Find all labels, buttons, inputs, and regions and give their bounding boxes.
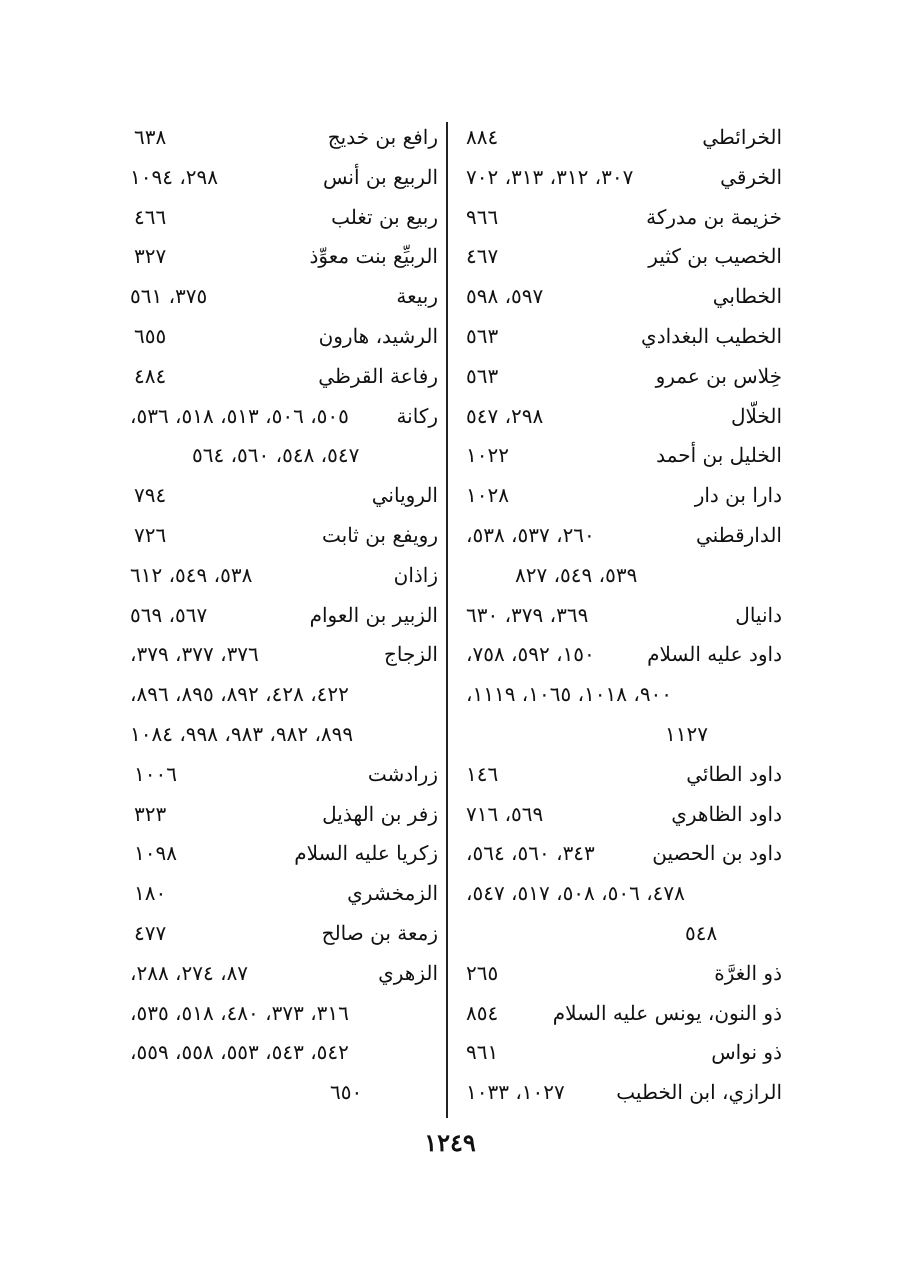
entry-page-numbers: ٨٨٤ — [466, 125, 499, 149]
index-column-right — [460, 118, 782, 1113]
index-entry — [460, 954, 782, 994]
entry-name: ركانة — [396, 403, 438, 428]
entry-page-numbers: ١٠٠٦ — [134, 761, 177, 786]
entry-page-numbers: ٦٥٥ — [134, 323, 167, 348]
entry-name: داود بن الحصين — [652, 841, 782, 866]
entry-page-numbers: ٢٩٨، ١٠٩٤ — [130, 164, 219, 189]
index-entry — [120, 277, 438, 317]
index-entry — [120, 755, 438, 795]
index-entry — [460, 516, 782, 556]
index-entry — [460, 476, 782, 516]
index-entry — [460, 198, 782, 238]
entry-page-numbers: ٢٦٥ — [466, 960, 499, 985]
index-entry — [120, 715, 438, 755]
entry-name: خِلاس بن عمرو — [655, 363, 782, 388]
entry-name: الرشيد، هارون — [318, 323, 438, 348]
index-entry — [460, 596, 782, 636]
entry-page-numbers: ٨٧، ٢٧٤، ٢٨٨، — [130, 960, 249, 985]
index-entry — [120, 397, 438, 437]
index-entry — [460, 635, 782, 675]
index-entry — [460, 715, 782, 755]
index-entry — [120, 158, 438, 198]
entry-page-numbers: ٥٦٩، ٧١٦ — [466, 801, 544, 826]
entry-name: الربيِّع بنت معوِّذ — [309, 244, 438, 269]
entry-page-numbers: ١٨٠ — [134, 881, 167, 906]
index-entry — [120, 237, 438, 277]
entry-name: رويفع بن ثابت — [321, 522, 438, 547]
index-entry — [120, 1073, 438, 1113]
index-entry — [120, 198, 438, 238]
entry-name: الروياني — [371, 483, 438, 508]
index-entry — [460, 436, 782, 476]
index-entry — [460, 237, 782, 277]
index-entry — [120, 914, 438, 954]
entry-page-numbers: ٤٧٨، ٥٠٦، ٥٠٨، ٥١٧، ٥٤٧، — [466, 881, 685, 906]
entry-page-numbers: ٨٩٩، ٩٨٢، ٩٨٣، ٩٩٨، ١٠٨٤ — [130, 721, 354, 746]
entry-page-numbers: ١١٢٧ — [665, 721, 708, 746]
entry-name: داود عليه السلام — [647, 642, 782, 667]
index-entry — [120, 874, 438, 914]
index-entry — [120, 795, 438, 835]
entry-page-numbers: ٥٦٧، ٥٦٩ — [130, 602, 208, 627]
entry-page-numbers: ٥٣٩، ٥٤٩، ٨٢٧ — [515, 562, 638, 587]
entry-page-numbers: ٣٧٦، ٣٧٧، ٣٧٩، — [130, 642, 259, 667]
index-entry — [460, 277, 782, 317]
index-entry — [460, 1033, 782, 1073]
entry-page-numbers: ٥٦٣ — [466, 363, 499, 388]
entry-name: الخليل بن أحمد — [656, 443, 782, 468]
entry-page-numbers: ٥٤٢، ٥٤٣، ٥٥٣، ٥٥٨، ٥٥٩، — [130, 1040, 349, 1065]
index-entry — [460, 357, 782, 397]
entry-name: خزيمة بن مدركة — [646, 204, 782, 229]
entry-name: الزجاج — [383, 642, 438, 667]
entry-page-numbers: ٦٣٨ — [134, 125, 167, 149]
index-entry — [120, 357, 438, 397]
entry-page-numbers: ٥٤٧، ٥٤٨، ٥٦٠، ٥٦٤ — [192, 443, 360, 468]
entry-page-numbers: ١٥٠، ٥٩٢، ٧٥٨، — [466, 642, 595, 667]
entry-page-numbers: ١٠٢٧، ١٠٣٣ — [466, 1080, 565, 1105]
entry-page-numbers: ٣١٦، ٣٧٣، ٤٨٠، ٥١٨، ٥٣٥، — [130, 1000, 349, 1025]
entry-name: ذو الغرَّة — [714, 960, 782, 985]
entry-page-numbers: ٩٦٦ — [466, 204, 499, 229]
index-entry — [120, 596, 438, 636]
index-column-left — [120, 118, 438, 1113]
entry-name: دارا بن دار — [694, 483, 782, 508]
entry-name: زرادشت — [367, 761, 438, 786]
entry-name: زفر بن الهذيل — [322, 801, 438, 826]
entry-page-numbers: ٣٢٧ — [134, 244, 167, 269]
entry-name: داود الطائي — [686, 761, 782, 786]
entry-name: دانيال — [735, 602, 782, 627]
index-entry — [460, 397, 782, 437]
entry-name: رفاعة القرظي — [318, 363, 438, 388]
entry-page-numbers: ٨٥٤ — [466, 1000, 499, 1025]
index-entry — [120, 675, 438, 715]
entry-name: الخلّال — [730, 403, 782, 428]
index-entry — [460, 755, 782, 795]
column-divider — [446, 122, 448, 1118]
entry-name: زاذان — [393, 562, 438, 587]
entry-page-numbers: ٣٧٥، ٥٦١ — [130, 284, 208, 309]
index-entry — [460, 118, 782, 158]
index-entry — [120, 516, 438, 556]
index-entry — [460, 914, 782, 954]
entry-page-numbers: ٧٢٦ — [134, 522, 167, 547]
entry-name: الخرقي — [720, 164, 782, 189]
entry-name: الزهري — [378, 960, 438, 985]
entry-page-numbers: ٣٠٧، ٣١٢، ٣١٣، ٧٠٢ — [466, 164, 634, 189]
index-entry — [460, 675, 782, 715]
entry-name: الزمخشري — [347, 881, 438, 906]
entry-page-numbers: ٥٦٣ — [466, 323, 499, 348]
entry-page-numbers: ٣٤٣، ٥٦٠، ٥٦٤، — [466, 841, 595, 866]
entry-page-numbers: ٤٧٧ — [134, 920, 167, 945]
entry-page-numbers: ٣٦٩، ٣٧٩، ٦٣٠ — [466, 602, 589, 627]
index-entry — [460, 834, 782, 874]
index-entry — [120, 994, 438, 1034]
index-entry — [460, 317, 782, 357]
entry-name: الخطابي — [712, 284, 782, 309]
entry-page-numbers: ٤٦٦ — [134, 204, 167, 229]
entry-name: زكريا عليه السلام — [294, 841, 438, 866]
entry-name: ذو نواس — [711, 1040, 782, 1065]
entry-page-numbers: ٥٣٨، ٥٤٩، ٦١٢ — [130, 562, 253, 587]
entry-name: الربيع بن أنس — [322, 164, 438, 189]
index-entry — [120, 954, 438, 994]
entry-page-numbers: ٥٩٧، ٥٩٨ — [466, 284, 544, 309]
entry-name: الخصيب بن كثير — [648, 244, 782, 269]
entry-name: الرازي، ابن الخطيب — [616, 1080, 782, 1105]
index-entry — [120, 317, 438, 357]
entry-page-numbers: ١٠٢٨ — [466, 483, 509, 508]
entry-page-numbers: ٦٥٠ — [330, 1080, 363, 1105]
entry-name: الخرائطي — [702, 125, 782, 149]
entry-page-numbers: ٥٤٨ — [685, 920, 718, 945]
index-entry — [460, 874, 782, 914]
index-entry — [120, 556, 438, 596]
index-entry — [460, 795, 782, 835]
entry-page-numbers: ٣٢٣ — [134, 801, 167, 826]
index-entry — [120, 476, 438, 516]
entry-name: ربيع بن تغلب — [331, 204, 438, 229]
entry-name: ذو النون، يونس عليه السلام — [552, 1000, 782, 1025]
index-entry — [120, 834, 438, 874]
entry-name: زمعة بن صالح — [321, 920, 438, 945]
index-entry — [120, 1033, 438, 1073]
entry-page-numbers: ٩٠٠، ١٠١٨، ١٠٦٥، ١١١٩، — [466, 682, 673, 707]
page-number: ١٢٤٩ — [424, 1128, 476, 1157]
index-entry — [460, 158, 782, 198]
index-entry — [460, 1073, 782, 1113]
index-entry — [120, 436, 438, 476]
entry-page-numbers: ٥٠٥، ٥٠٦، ٥١٣، ٥١٨، ٥٣٦، — [130, 403, 349, 428]
entry-name: الخطيب البغدادي — [641, 323, 782, 348]
entry-page-numbers: ١٠٢٢ — [466, 443, 509, 468]
entry-name: رافع بن خديج — [327, 125, 438, 149]
index-entry — [460, 556, 782, 596]
entry-page-numbers: ١٠٩٨ — [134, 841, 177, 866]
index-entry — [120, 635, 438, 675]
entry-page-numbers: ٩٦١ — [466, 1040, 499, 1065]
entry-name: ربيعة — [396, 284, 438, 309]
entry-name: الزبير بن العوام — [309, 602, 438, 627]
entry-page-numbers: ٢٦٠، ٥٣٧، ٥٣٨، — [466, 522, 595, 547]
entry-page-numbers: ٢٩٨، ٥٤٧ — [466, 403, 544, 428]
index-entry — [460, 994, 782, 1034]
entry-page-numbers: ٧٩٤ — [134, 483, 167, 508]
entry-page-numbers: ١٤٦ — [466, 761, 499, 786]
entry-name: داود الظاهري — [671, 801, 782, 826]
index-entry — [120, 118, 438, 158]
entry-page-numbers: ٤٨٤ — [134, 363, 167, 388]
entry-name: الدارقطني — [695, 522, 782, 547]
entry-page-numbers: ٤٦٧ — [466, 244, 499, 269]
entry-page-numbers: ٤٢٢، ٤٢٨، ٨٩٢، ٨٩٥، ٨٩٦، — [130, 682, 349, 707]
